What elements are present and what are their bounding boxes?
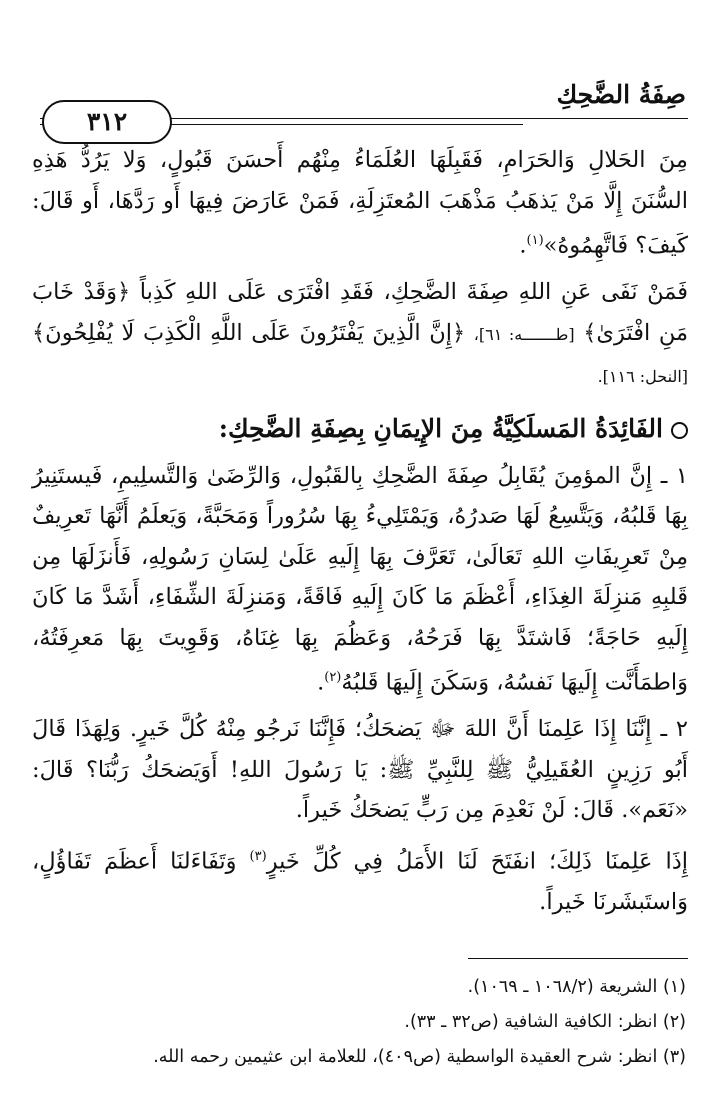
footnote-separator [468, 958, 688, 959]
punctuation: . [317, 669, 325, 696]
paragraph-text: إِذَا عَلِمنَا ذَلِكَ؛ انفَتَحَ لَنَا الأَمَلُ فِي كُلِّ خَيرٍ [266, 848, 689, 874]
paragraph-text: فَمَنْ نَفَى عَنِ اللهِ صِفَةَ الضَّحِكِ، فَقَدِ افْتَرَى عَلَى اللهِ كَذِباً ﴿وَقَدْ خَابَ مَنِ افْتَرَىٰ﴾ [32, 279, 689, 346]
paragraph [32, 272, 688, 398]
quran-verse: ﴿إِنَّ الَّذِينَ يَفْتَرُونَ عَلَى اللَّهِ الْكَذِبَ لَا يُفْلِحُونَ﴾ [32, 319, 466, 346]
section-heading [32, 406, 688, 452]
paragraph-text: ١ ـ إِنَّ المؤمِنَ يُقَابِلُ صِفَةَ الضَّحِكِ بِالقَبُولِ، وَالرِّضَىٰ وَالتَّسلِيمِ، فَيستَنِيرُ بِهَا قَلبُهُ، وَيَتَّسِعُ لَهَا صَدرُهُ، وَيَمْتَلِيءُ بِهَا سُرُوراً وَمَحَبَّةً، وَيَعلَمُ أَنَّهَا تَعرِيفٌ مِنْ تَعرِيفَاتِ اللهِ تَعَالَىٰ، تَعَرَّفَ بِهَا إِلَيهِ عَلَىٰ لِسَانِ رَسُولِهِ، فَأَنزَلَهَا مِن قَلبِهِ مَنزِلَةَ الغِذَاءِ، أَعْظَمَ مَا كَانَ إِلَيهِ فَاقَةً، وَمَنزِلَةَ الشِّفَاءِ، أَشَدَّ مَا كَانَ إِلَيهِ حَاجَةً؛ فَاشتَدَّ بِهَا فَرَحُهُ، وَعَظُمَ بِهَا غِنَاهُ، وَقَوِيتَ بِهَا مَعرِفَتُهُ، وَاطمَأَنَّت إِلَيهَا نَفسُهُ، وَسَكَنَ إِلَيهَا قَلبُهُ [32, 462, 688, 696]
paragraph-text: وَتَفَاءَلنَا أَعظَمَ تَفَاؤُلٍ، وَاستَبشَرنَا خَيراً. [32, 848, 688, 915]
running-title: صِفَةُ الضَّحِكِ [556, 80, 686, 109]
section-heading-text: الفَائِدَةُ المَسلَكِيَّةُ مِنَ الإِيمَانِ بِصِفَةِ الضَّحِكِ: [218, 413, 663, 443]
punctuation: . [519, 232, 527, 259]
page-number: ٣١٢ [42, 100, 172, 144]
circle-bullet-icon [671, 422, 688, 439]
paragraph [32, 140, 688, 266]
main-text [32, 140, 688, 928]
verse-reference: [النحل: ١١٦]. [597, 367, 688, 386]
verse-reference: [طـــــــه: ٦١]، [473, 324, 575, 344]
paragraph [32, 837, 688, 923]
footnote: (٢) انظر: الكافية الشافية (ص٣٢ ـ ٣٣). [404, 1012, 686, 1032]
paragraph-text: ٢ ـ إِنَّنَا إِذَا عَلِمنَا أَنَّ اللهَ ﷻ يَضحَكُ؛ فَإِنَّنَا نَرجُو مِنْهُ كُلَّ خَيرٍ. وَلِهَذَا قَالَ أَبُو رَزِينٍ العُقَيلِيُّ ﷺ لِلنَّبِيِّ ﷺ: يَا رَسُولَ اللهِ! أَوَيَضحَكُ رَبُّنَا؟ قَالَ: «نَعَم». قَالَ: لَنْ نَعْدِمَ مِن رَبٍّ يَضحَكُ خَيراً. [32, 716, 688, 823]
footnote-marker: (١) [526, 233, 544, 248]
footnote: (١) الشريعة (١٠٦٨/٢ ـ ١٠٦٩). [467, 977, 686, 997]
footnote-marker: (٢) [324, 670, 342, 685]
footnote: (٣) انظر: شرح العقيدة الواسطية (ص٤٠٩)، للعلامة ابن عثيمين رحمه الله. [153, 1047, 686, 1067]
paragraph [32, 456, 688, 704]
footnote-marker: (٣) [249, 848, 267, 864]
paragraph-text: مِنَ الحَلالِ وَالحَرَامِ، فَقَبِلَهَا العُلَمَاءُ مِنْهُم أَحسَنَ قَبُولٍ، وَلا يَرُدُّ هَذِهِ السُّنَنَ إِلَّا مَنْ يَذهَبُ مَذْهَبَ المُعتَزِلَةِ، فَمَنْ عَارَضَ فِيهَا أَو رَدَّهَا، أَو قَالَ: كَيفَ؟ فَاتَّهِمُوهُ» [32, 147, 688, 259]
footnotes [30, 970, 686, 1075]
paragraph [32, 709, 688, 831]
